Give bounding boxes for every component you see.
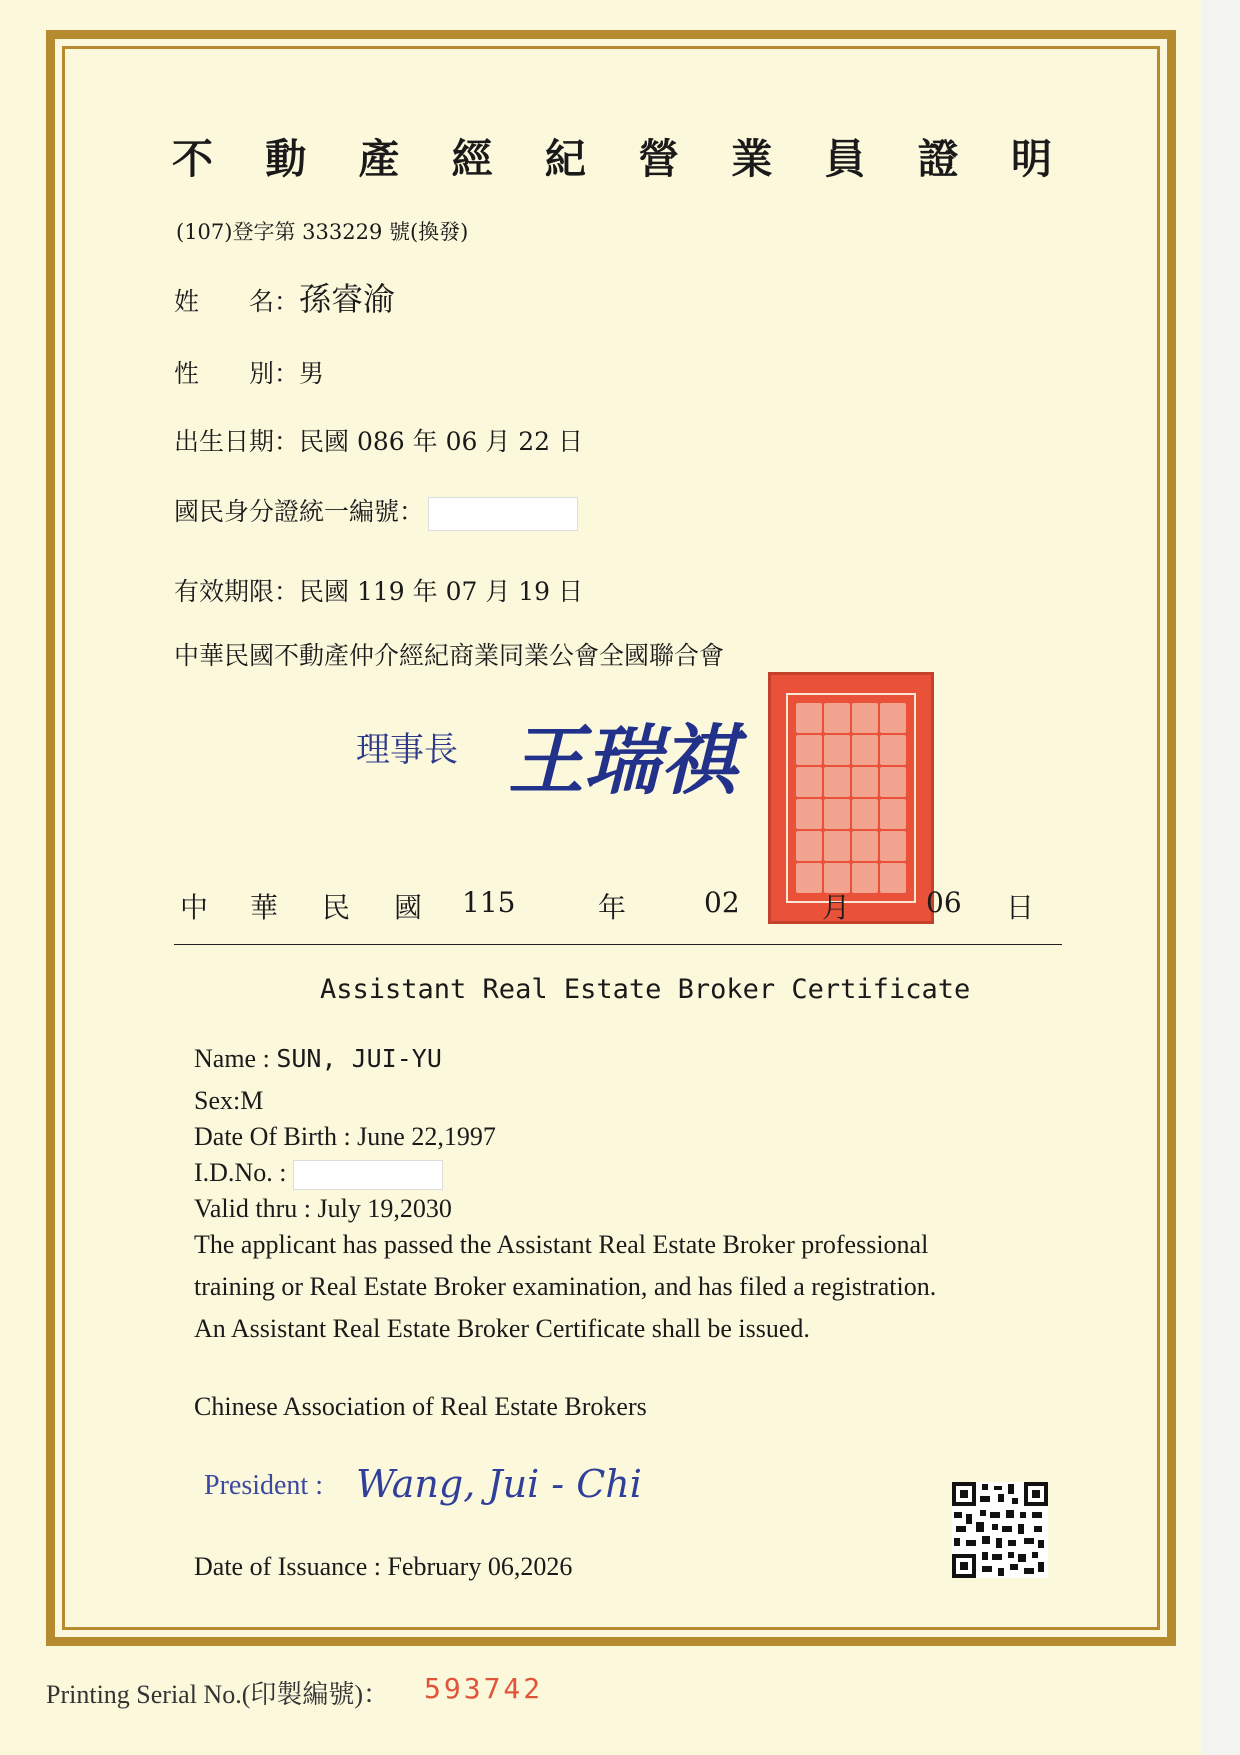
title-en: Assistant Real Estate Broker Certificate (320, 974, 971, 1005)
date-char: 月 (822, 891, 851, 924)
president-en-label: President : (204, 1470, 323, 1501)
president-zh-signature: 王瑞祺 (508, 716, 736, 805)
name-en-label: Name : (194, 1044, 277, 1073)
statement-line: The applicant has passed the Assistant Real Estate Broker professional (194, 1230, 929, 1259)
date-char: 民 (322, 891, 351, 924)
serial-number: 593742 (424, 1672, 544, 1705)
title-char: 紀 (544, 135, 586, 183)
date-char: 日 (1006, 891, 1035, 924)
id-en-label: I.D.No. : (194, 1158, 293, 1187)
id-zh-label: 國民身分證統一編號： (174, 497, 425, 526)
association-en: Chinese Association of Real Estate Brokers (194, 1392, 647, 1421)
birth-zh-row (174, 422, 583, 458)
name-en-value: SUN, JUI-YU (276, 1044, 442, 1073)
title-char: 員 (824, 135, 866, 183)
name-zh-value: 孫睿渝 (299, 280, 396, 318)
section-divider (174, 944, 1062, 945)
id-en-row (194, 1158, 443, 1190)
statement-line: training or Real Estate Broker examination, and has filed a registration. (194, 1272, 937, 1301)
title-char: 業 (731, 135, 773, 183)
birth-en: Date Of Birth : June 22,1997 (194, 1122, 496, 1151)
title-char: 不 (172, 135, 213, 183)
id-zh-row (174, 492, 578, 531)
sex-zh-label: 性 別： (174, 359, 300, 388)
title-zh (172, 126, 1052, 185)
title-char: 營 (638, 135, 680, 183)
date-char: 華 (250, 891, 279, 924)
date-char: 國 (394, 891, 423, 924)
title-char: 動 (265, 135, 307, 183)
title-char: 證 (917, 135, 959, 183)
date-char: 中 (180, 891, 209, 924)
president-en-signature: Wang, Jui - Chi (356, 1462, 642, 1506)
scan-edge (1202, 0, 1240, 1755)
date-year: 115 (462, 886, 516, 919)
valid-zh-value: 民國 119 年 07 月 19 日 (299, 577, 584, 606)
issuance-en: Date of Issuance : February 06,2026 (194, 1552, 573, 1581)
name-en-row (194, 1044, 442, 1074)
valid-en: Valid thru : July 19,2030 (194, 1194, 452, 1223)
sex-en: Sex:M (194, 1086, 264, 1115)
association-zh: 中華民國不動產仲介經紀商業同業公會全國聯合會 (174, 641, 725, 670)
valid-zh-label: 有效期限： (174, 577, 300, 606)
birth-zh-value: 民國 086 年 06 月 22 日 (299, 427, 584, 456)
title-char: 明 (1010, 135, 1052, 183)
date-char: 年 (598, 891, 627, 924)
sex-zh-row (174, 354, 324, 390)
title-char: 經 (451, 135, 493, 183)
name-zh-label: 姓 名： (174, 287, 300, 316)
sex-zh-value: 男 (299, 359, 325, 388)
id-redaction-en (293, 1160, 443, 1190)
name-zh-row (174, 274, 395, 320)
serial-label: Printing Serial No.(印製編號)： (46, 1680, 390, 1709)
president-zh-label: 理事長 (356, 730, 458, 770)
statement-line: An Assistant Real Estate Broker Certificate shall be issued. (194, 1314, 810, 1343)
valid-zh-row (174, 572, 583, 608)
title-char: 產 (358, 135, 400, 183)
id-redaction (428, 497, 578, 531)
qr-code[interactable] (952, 1482, 1048, 1578)
official-seal (768, 672, 934, 924)
registration-number: (107)登字第 333229 號(換發) (176, 220, 469, 244)
date-day: 06 (926, 886, 962, 919)
birth-zh-label: 出生日期： (174, 427, 300, 456)
date-month: 02 (704, 886, 740, 919)
